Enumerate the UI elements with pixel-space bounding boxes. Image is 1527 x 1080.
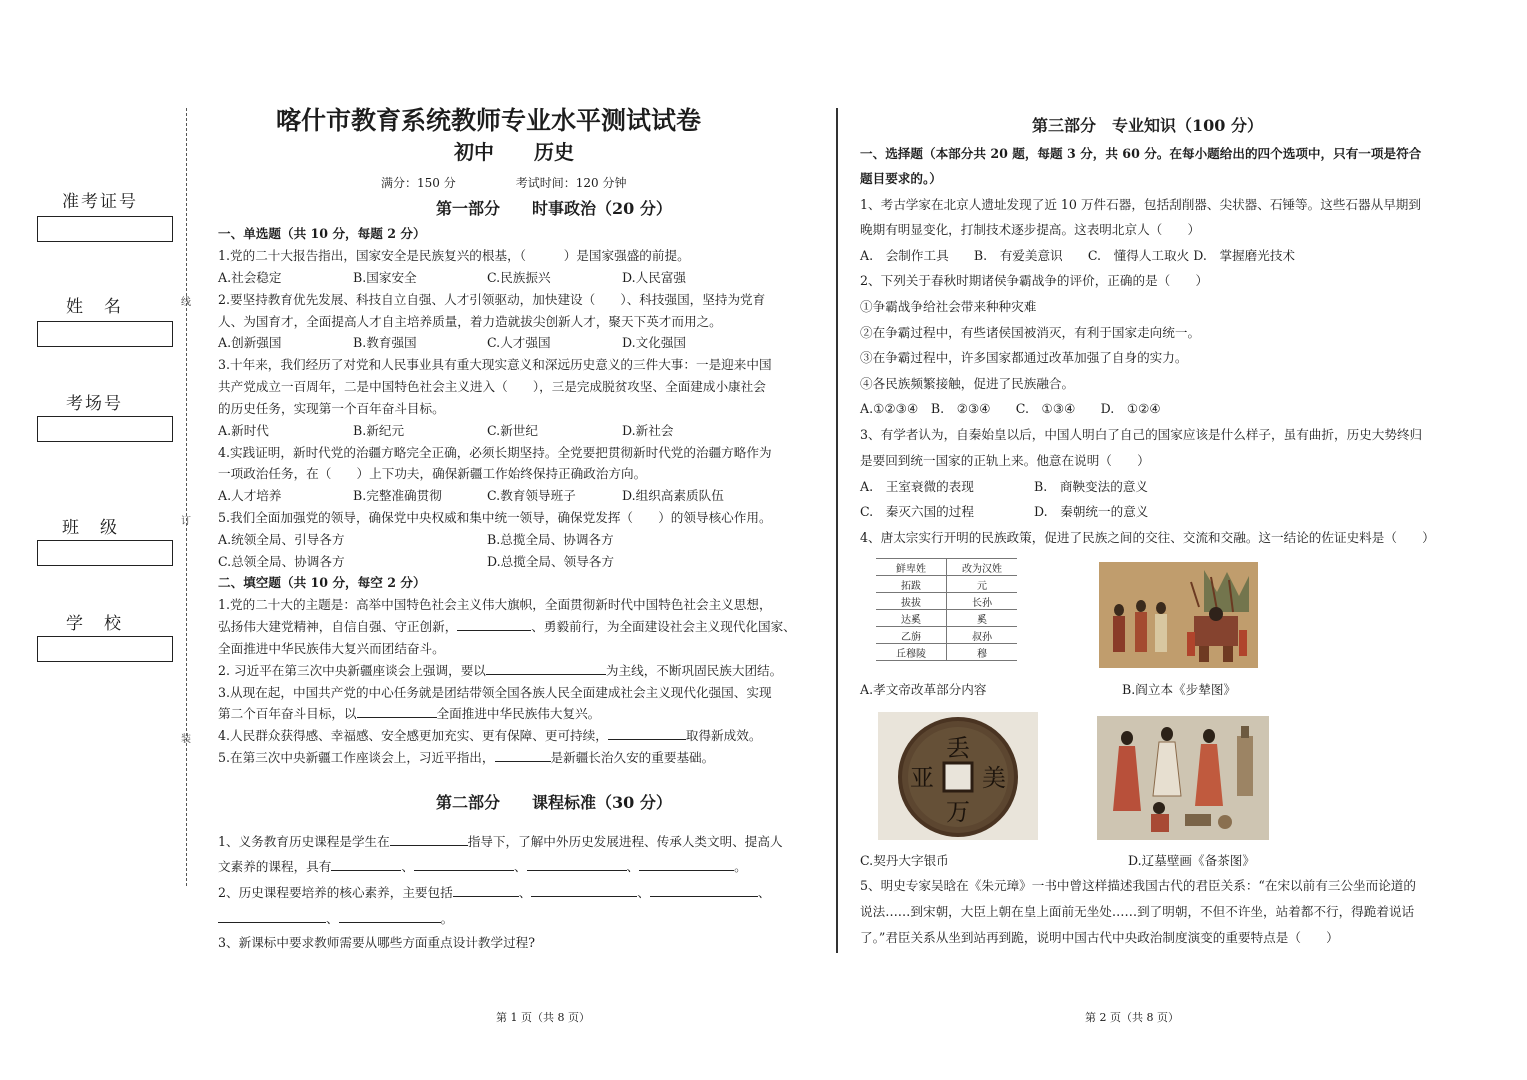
blank-f3[interactable] xyxy=(357,706,437,718)
p3-q2-item2: ②在争霸过程中，有些诸侯国被消灭，有利于国家走向统一。 xyxy=(860,325,1201,340)
p3-q3-optA: A. 王室衰微的表现 xyxy=(860,479,974,494)
p3-q1-line2: 晚期有明显变化，打制技术逐步提高。这表明北京人（ ） xyxy=(860,222,1201,237)
blank-p2-q2-c[interactable] xyxy=(650,885,758,897)
p3-q1-line1: 1、考古学家在北京人遗址发现了近 10 万件石器，包括刮削器、尖状器、石锤等。这些石器从早期到 xyxy=(860,197,1421,212)
part1-title: 第一部分 时事政治（20 分） xyxy=(436,199,672,218)
surname-table xyxy=(876,558,1017,661)
label-class: 班 级 xyxy=(62,518,119,538)
p2-q2-sep4: 、 xyxy=(326,911,339,926)
blank-f1[interactable] xyxy=(457,619,531,631)
part3-section-line2: 题目要求的。） xyxy=(860,171,942,186)
p1-f4-b: 取得新成效。 xyxy=(685,728,762,743)
p2-q2-sep2: 、 xyxy=(637,885,650,900)
p2-q2-sep3: 、 xyxy=(757,885,771,900)
p3-q2-item3: ③在争霸过程中，许多国家都通过改革加强了自身的实力。 xyxy=(860,350,1188,365)
table-cell: 拔拔 xyxy=(876,593,947,610)
p3-q2-item1: ①争霸战争给社会带来种种灾难 xyxy=(860,299,1037,314)
blank-f2[interactable] xyxy=(486,663,606,675)
p1-q5-optA: A.统领全局、引导各方 xyxy=(218,532,345,547)
binding-mark-ding: 订 xyxy=(181,516,191,527)
blank-p2-q2-b[interactable] xyxy=(531,885,637,897)
p3-q4-capD: D.辽墓壁画《备茶图》 xyxy=(1128,853,1255,868)
p3-q2-item4: ④各民族频繁接触，促进了民族融合。 xyxy=(860,376,1075,391)
table-row xyxy=(876,644,1017,661)
p1-q4-optA: A.人才培养 xyxy=(218,488,282,503)
p2-q1-end: 。 xyxy=(734,859,747,874)
table-cell: 达奚 xyxy=(876,610,947,627)
p1-q2-line2: 人、为国育才，全面提高人才自主培养质量，着力造就拔尖创新人才，聚天下英才而用之。 xyxy=(218,314,722,329)
p1-f2 xyxy=(218,663,782,679)
p2-q2-line2 xyxy=(218,911,453,927)
p1-q2-line1: 2.要坚持教育优先发展、科技自立自强、人才引领驱动，加快建设（ ）、科技强国，坚持为党育 xyxy=(218,292,766,307)
surname-table-h1: 鲜卑姓 xyxy=(876,559,947,576)
exam-info: 满分：150 分 考试时间：120 分钟 xyxy=(381,176,627,190)
coin-char-right: 美 xyxy=(982,764,1006,792)
khitan-coin-svg xyxy=(878,712,1038,840)
blank-p2-q1-d[interactable] xyxy=(639,859,734,871)
p1-q3-optC: C.新世纪 xyxy=(487,423,538,438)
p3-q5-line2: 说法……到宋朝，大臣上朝在皇上面前无坐处……到了明朝，不但不许坐，站着都不行，得跪着说话 xyxy=(860,904,1415,919)
p2-q1-sep2: 、 xyxy=(513,859,527,874)
part3-title: 第三部分 专业知识（100 分） xyxy=(1032,116,1263,135)
table-cell: 穆 xyxy=(947,644,1018,661)
p1-f5-b: 是新疆长治久安的重要基础。 xyxy=(550,750,715,765)
p3-q4-capC: C.契丹大字银币 xyxy=(860,853,949,868)
name-box[interactable] xyxy=(37,321,173,347)
label-exam-number: 准考证号 xyxy=(62,192,138,212)
p1-q3-line1: 3.十年来，我们经历了对党和人民事业具有重大现实意义和深远历史意义的三件大事：一是迎来中国 xyxy=(218,357,772,372)
p2-q1-b: 指导下，了解中外历史发展进程、传承人类文明、提高人 xyxy=(467,834,783,849)
school-box[interactable] xyxy=(37,636,173,662)
p3-q5-line1: 5、明史专家吴晗在《朱元璋》一书中曾这样描述我国古代的君臣关系：“在宋以前有三公坐而论道的 xyxy=(860,878,1416,893)
p1-q4-line2: 一项政治任务，在（ ）上下功夫，确保新疆工作始终保持正确政治方向。 xyxy=(218,466,647,481)
blank-f5[interactable] xyxy=(495,750,551,762)
p1-f1-line3: 全面推进中华民族伟大复兴而团结奋斗。 xyxy=(218,641,445,656)
painting-bunian-image xyxy=(1099,562,1258,668)
p1-q3-optB: B.新纪元 xyxy=(353,423,405,438)
p3-q2-options: A.①②③④ B. ②③④ C. ①③④ D. ①②④ xyxy=(860,401,1161,416)
table-cell: 叔孙 xyxy=(947,627,1018,644)
p1-q5-optD: D.总揽全局、领导各方 xyxy=(487,554,614,569)
table-row xyxy=(876,593,1017,610)
p3-q5-line3: 了。”君臣关系从坐到站再到跪，说明中国古代中央政治制度演变的重要特点是（ ） xyxy=(860,930,1339,945)
p1-q4-optB: B.完整准确贯彻 xyxy=(353,488,442,503)
p1-q2-optB: B.教育强国 xyxy=(353,335,417,350)
p1-q4-line1: 4.实践证明，新时代党的治疆方略完全正确，必须长期坚持。全党要把贯彻新时代党的治疆方略作为 xyxy=(218,445,772,460)
p2-q1-a: 1、义务教育历史课程是学生在 xyxy=(218,834,390,849)
p1-q5-optC: C.总领全局、协调各方 xyxy=(218,554,345,569)
p1-q2-optD: D.文化强国 xyxy=(622,335,687,350)
mural-beicha-svg xyxy=(1097,716,1269,840)
p3-q4-capA: A.孝文帝改革部分内容 xyxy=(860,682,987,697)
binding-mark-zhuang: 装 xyxy=(181,734,191,745)
blank-p2-q2-e[interactable] xyxy=(339,911,441,923)
p2-q1-sep1: 、 xyxy=(401,859,414,874)
p3-q3-optB: B. 商鞅变法的意义 xyxy=(1034,479,1149,494)
blank-p2-q1-a[interactable] xyxy=(331,859,401,871)
part1-section1: 一、单选题（共 10 分，每题 2 分） xyxy=(218,226,426,241)
blank-f4[interactable] xyxy=(608,728,686,740)
exam-title: 喀什市教育系统教师专业水平测试试卷 xyxy=(276,106,702,135)
p1-f3-line2-b: 全面推进中华民族伟大复兴。 xyxy=(436,706,601,721)
p1-q3-optD: D.新社会 xyxy=(622,423,674,438)
p1-f2-b: 为主线，不断巩固民族大团结。 xyxy=(605,663,783,678)
blank-p2-q1-guide[interactable] xyxy=(390,834,468,846)
blank-p2-q1-b[interactable] xyxy=(414,859,514,871)
table-cell: 拓跋 xyxy=(876,576,947,593)
p3-q3-optD: D. 秦朝统一的意义 xyxy=(1034,504,1149,519)
table-cell: 丘穆陵 xyxy=(876,644,947,661)
p2-q1-c: 文素养的课程，具有 xyxy=(218,859,332,874)
painting-bunian-svg xyxy=(1099,562,1258,668)
p1-q2-optA: A.创新强国 xyxy=(218,335,282,350)
p1-f4-a: 4.人民群众获得感、幸福感、安全感更加充实、更有保障、更可持续， xyxy=(218,728,608,743)
table-row xyxy=(876,576,1017,593)
blank-p2-q2-d[interactable] xyxy=(218,911,326,923)
p2-q2-sep1: 、 xyxy=(518,885,532,900)
p3-q2: 2、下列关于春秋时期诸侯争霸战争的评价，正确的是（ ） xyxy=(860,273,1209,288)
p1-f1-line1: 1.党的二十大的主题是：高举中国特色社会主义伟大旗帜，全面贯彻新时代中国特色社会主义思想， xyxy=(218,597,772,612)
p3-q3-optC: C. 秦灭六国的过程 xyxy=(860,504,974,519)
p2-q1-line1 xyxy=(218,834,783,850)
p1-f3-line1: 3.从现在起，中国共产党的中心任务就是团结带领全国各族人民全面建成社会主义现代化强国、实现 xyxy=(218,685,772,700)
table-row xyxy=(876,610,1017,627)
p1-q2-optC: C.人才强国 xyxy=(487,335,551,350)
surname-table-header xyxy=(876,559,1017,576)
blank-p2-q2-a[interactable] xyxy=(453,885,519,897)
p1-f1-line2 xyxy=(218,619,796,635)
p3-q4-capB: B.阎立本《步辇图》 xyxy=(1122,682,1237,697)
p1-q4-optC: C.教育领导班子 xyxy=(487,488,576,503)
part2-title: 第二部分 课程标准（30 分） xyxy=(436,793,672,812)
p2-q2-end: 。 xyxy=(440,911,454,926)
p2-q1-sep3: 、 xyxy=(626,859,640,874)
p1-q3-line3: 的历史任务，实现第一个百年奋斗目标。 xyxy=(218,401,445,416)
exam-number-box[interactable] xyxy=(37,216,173,242)
p3-q1-options: A. 会制作工具 B. 有爱美意识 C. 懂得人工取火 D. 掌握磨光技术 xyxy=(860,248,1296,263)
surname-table-h2: 改为汉姓 xyxy=(947,559,1018,576)
p1-q4-optD: D.组织高素质队伍 xyxy=(622,488,724,503)
table-row xyxy=(876,627,1017,644)
p1-q3-optA: A.新时代 xyxy=(218,423,269,438)
p1-f5 xyxy=(218,750,714,766)
p2-q3: 3、新课标中要求教师需要从哪些方面重点设计教学过程? xyxy=(218,935,536,950)
part3-section-line1: 一、选择题（本部分共 20 题，每题 3 分，共 60 分。在每小题给出的四个选项中，只有一项是符合 xyxy=(860,146,1422,161)
p2-q2-a: 2、历史课程要培养的核心素养，主要包括 xyxy=(218,885,453,900)
part1-section2: 二、填空题（共 10 分，每空 2 分） xyxy=(218,575,426,590)
p1-f5-a: 5.在第三次中央新疆工作座谈会上，习近平指出， xyxy=(218,750,495,765)
p1-q3-line2: 共产党成立一百周年，二是中国特色社会主义进入（ ），三是完成脱贫攻坚、全面建成小康社会 xyxy=(218,379,766,394)
coin-char-left: 亚 xyxy=(910,764,934,792)
p3-q3-line1: 3、有学者认为，自秦始皇以后，中国人明白了自己的国家应该是什么样子，虽有曲折，历史大势终归 xyxy=(860,427,1423,442)
p1-q1-optC: C.民族振兴 xyxy=(487,270,551,285)
table-cell: 乙旃 xyxy=(876,627,947,644)
label-school: 学 校 xyxy=(66,614,123,634)
p1-q1-optA: A.社会稳定 xyxy=(218,270,282,285)
p2-q2-line1 xyxy=(218,885,770,901)
p1-f4 xyxy=(218,728,761,744)
p1-q5-optB: B.总揽全局、协调各方 xyxy=(487,532,614,547)
p1-q5: 5.我们全面加强党的领导，确保党中央权威和集中统一领导，确保党发挥（ ）的领导核心作用。 xyxy=(218,510,772,525)
khitan-coin-image xyxy=(878,712,1038,840)
p1-q1-optB: B.国家安全 xyxy=(353,270,417,285)
blank-p2-q1-c[interactable] xyxy=(527,859,627,871)
mural-beicha-image xyxy=(1097,716,1269,840)
table-cell: 奚 xyxy=(947,610,1018,627)
class-box[interactable] xyxy=(37,540,173,566)
p2-q1-line2 xyxy=(218,859,747,875)
table-cell: 元 xyxy=(947,576,1018,593)
coin-char-top: 丢 xyxy=(946,734,970,762)
exam-room-box[interactable] xyxy=(37,416,173,442)
label-name: 姓 名 xyxy=(66,297,123,317)
binding-line xyxy=(186,108,187,886)
footer-page1: 第 1 页（共 8 页） xyxy=(496,1011,590,1024)
p1-f1-line2-a: 弘扬伟大建党精神，自信自强、守正创新， xyxy=(218,619,458,634)
p1-f3-line2-a: 第二个百年奋斗目标，以 xyxy=(218,706,357,721)
p1-q1-optD: D.人民富强 xyxy=(622,270,687,285)
footer-page2: 第 2 页（共 8 页） xyxy=(1085,1011,1179,1024)
p1-f1-line2-b: 、勇毅前行，为全面建设社会主义现代化国家、 xyxy=(531,619,796,634)
coin-char-bottom: 万 xyxy=(946,798,970,826)
p1-q1: 1.党的二十大报告指出，国家安全是民族复兴的根基，（ ）是国家强盛的前提。 xyxy=(218,248,690,263)
label-exam-room: 考场号 xyxy=(66,394,123,414)
page-divider xyxy=(836,108,838,953)
binding-mark-xian: 线 xyxy=(181,297,191,308)
p1-f2-a: 2. 习近平在第三次中央新疆座谈会上强调，要以 xyxy=(218,663,486,678)
exam-subtitle: 初中 历史 xyxy=(454,140,574,164)
p3-q3-line2: 是要回到统一国家的正轨上来。他意在说明（ ） xyxy=(860,453,1150,468)
p1-f3-line2 xyxy=(218,706,600,722)
p3-q4: 4、唐太宗实行开明的民族政策，促进了民族之间的交往、交流和交融。这一结论的佐证史料是（ ） xyxy=(860,530,1435,545)
table-cell: 长孙 xyxy=(947,593,1018,610)
